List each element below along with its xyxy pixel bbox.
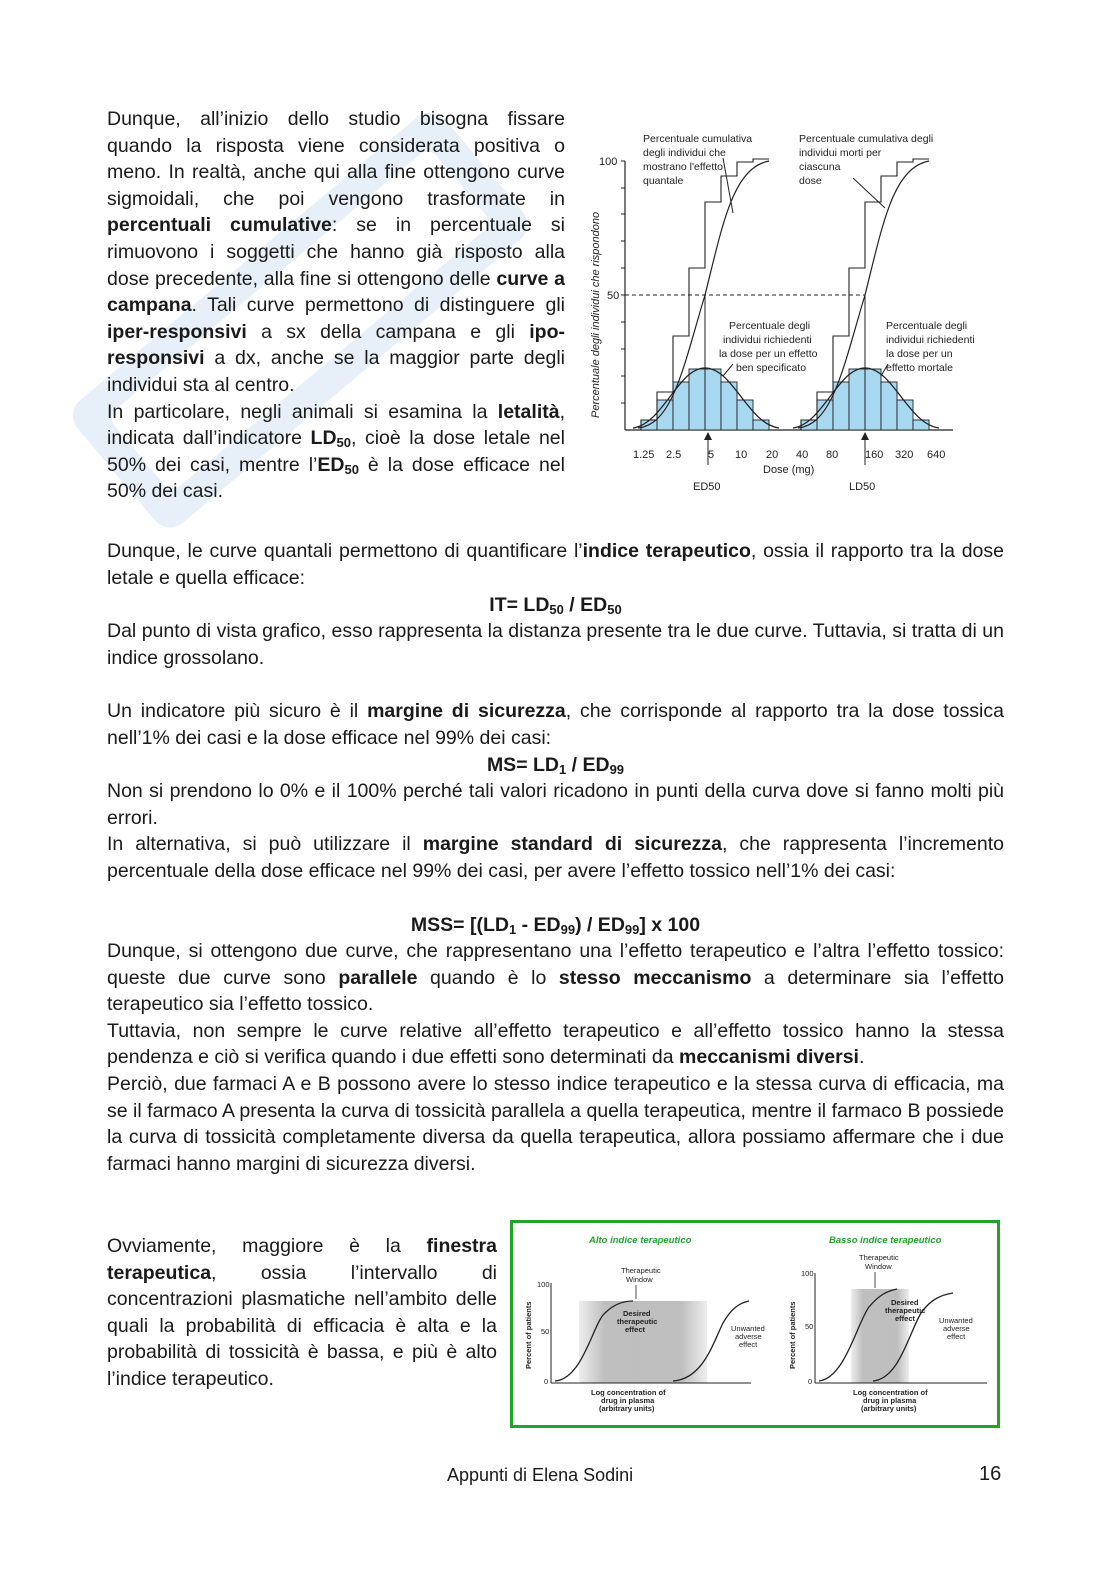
panel-right-unwanted-3: effect [947,1332,966,1341]
panel-right-desired-2: therapeutic [885,1306,926,1315]
figure1-xtick-9: 320 [895,449,914,461]
therapeutic-window-svg [513,1223,997,1425]
paragraph-therapeutic-window: Ovviamente, maggiore è la finestra terapeutica, ossia l’intervallo di concentrazioni plasmatiche nell’ambito delle quali la probabilità di efficacia è alta e la probabilità di tossicità è bassa, e più è alto l’indice terapeutico. [107,1235,497,1390]
footer-author: Appunti di Elena Sodini [447,1465,634,1485]
panel-left-window-label-2: Window [626,1275,653,1284]
annotation-bell-left-1: Percentuale degli [729,320,811,332]
therapeutic-window-figure [510,1220,1000,1428]
formula-mss: $MSS= [(LD_1 - ED_{99}) / ED_{99}]$ x 100 [410,914,701,937]
panel-right-xlabel-1: Log concentration of [853,1388,928,1397]
page-number: 16 [979,1463,1002,1485]
paragraph-graphic-distance: Dal punto di vista grafico, esso rappresenta la distanza presente tra le due curve. Tuttavia, si tratta di un indice grossolano. [107,620,1004,669]
panel-right-unwanted-1: Unwanted [939,1316,973,1325]
annotation-bell-right-1: Percentuale degli [886,320,968,332]
panel-left-desired-3: effect [625,1325,646,1334]
annotation-cumulative-right-3: ciascuna [799,161,841,173]
panel-left-ylabel: Percent of patients [524,1301,533,1369]
panel-right-ytick-100: 100 [801,1269,814,1278]
paragraph-parallel-curves: Dunque, si ottengono due curve, che rappresentano una l’effetto terapeutico e l’altra l’effetto tossico: queste due curve sono parallele quando è lo stesso meccanismo a determinare sia l’effetto terapeutico sia l’effetto tossico. Tuttavia, non sempre le curve relative all’effetto terapeutico e all’effetto tossico hanno la stessa pendenza e ciò si verifica quando i due effetti sono determinati da meccanismi diversi. Perciò, due farmaci A e B possono avere lo stesso indice terapeutico e la stessa curva di efficacia, ma se il farmaco A presenta la curva di tossicità parallela a quella terapeutica, mentre il farmaco B possiede la curva di tossicità completamente diversa da quella terapeutica, allora possiamo affermare che i due farmaci hanno margini di sicurezza diversi. [107,940,1004,1175]
panel-right-window-label-2: Window [865,1262,892,1271]
formula-it: $IT= LD_{50} / ED_{50}$ [489,594,622,617]
figure1-xtick-7: 80 [826,449,839,461]
annotation-cumulative-right-4: dose [799,175,822,187]
figure1-xlabel: Dose (mg) [763,464,815,476]
panel-left-xlabel-3: (arbitrary units) [599,1404,655,1413]
annotation-cumulative-left-2: degli individui che [643,147,726,159]
panel-right-desired-1: Desired [891,1298,919,1307]
figure1-xtick-4: 10 [735,449,748,461]
paragraph-therapeutic-index: Dunque, le curve quantali permettono di quantificare l’indice terapeutico, ossia il rapporto tra la dose letale e quella efficace: [107,540,1004,589]
quantal-dose-response-figure [583,128,1003,510]
annotation-cumulative-left-1: Percentuale cumulativa [643,133,753,145]
figure1-xtick-5: 20 [766,449,779,461]
panel-left-ytick-100: 100 [537,1280,550,1289]
figure1-xtick-8: 160 [865,449,884,461]
annotation-bell-right-4: effetto mortale [886,362,953,374]
marker-ed50: ED50 [693,481,721,493]
annotation-bell-left-2: individui richiedenti [723,334,812,346]
annotation-cumulative-left-4: quantale [643,175,684,187]
figure1-xtick-6: 40 [796,449,809,461]
annotation-bell-right-2: individui richiedenti [886,334,975,346]
panel-right-title: Basso indice terapeutico [829,1235,942,1246]
panel-left-window-label-1: Therapeutic [621,1266,661,1275]
figure1-ytick-100: 100 [599,156,618,168]
annotation-bell-left-3: la dose per un effetto [719,348,818,360]
paragraph-quantal-curves: Dunque, all’inizio dello studio bisogna fissare quando la risposta viene considerata positiva o meno. In realtà, anche qui alla fine ottengono curve sigmoidali, che poi vengono trasformate in percentuali cumulative: se in percentuale si rimuovono i soggetti che hanno già risposto alla dose precedente, alla fine si ottengono delle curve a campana. Tali curve permettono di distinguere gli iper-responsivi a sx della campana e gli ipo-responsivi a dx, anche se la maggior parte degli individui sta al centro. In particolare, negli animali si esamina la letalità, indicata dall’indicatore $LD_{50}$, cioè la dose letale nel 50% dei casi, mentre $l’ED_{50}$ è la dose efficace nel 50% dei casi. [107,108,565,503]
panel-left-xlabel-1: Log concentration of [591,1388,666,1397]
figure1-xtick-1: 1.25 [633,449,655,461]
panel-left-unwanted-2: adverse [735,1332,762,1341]
annotation-bell-right-3: la dose per un [886,348,953,360]
figure1-xtick-10: 640 [927,449,946,461]
panel-right-ylabel: Percent of patients [788,1301,797,1369]
panel-left-desired-1: Desired [623,1309,651,1318]
panel-left-desired-2: therapeutic [617,1317,658,1326]
panel-left-ytick-0: 0 [544,1377,549,1386]
panel-right-window-label-1: Therapeutic [859,1253,899,1262]
panel-left-ytick-50: 50 [541,1327,550,1336]
panel-left-unwanted-3: effect [739,1340,758,1349]
panel-right-desired-3: effect [895,1314,916,1323]
panel-left-title: Alto indice terapeutico [589,1235,692,1246]
panel-right-xlabel-2: drug in plasma [863,1396,917,1405]
annotation-cumulative-right-2: individui morti per [799,147,882,159]
panel-right-ytick-50: 50 [805,1322,814,1331]
figure1-ytick-50: 50 [607,290,620,302]
panel-left-unwanted-1: Unwanted [731,1324,765,1333]
figure1-xtick-2: 2.5 [666,449,682,461]
figure1-xtick-3: 5 [708,449,715,461]
panel-right-xlabel-3: (arbitrary units) [861,1404,917,1413]
formula-ms: $MS= LD_1 / ED_{99}$ [486,754,625,777]
paragraph-safety-margin: Un indicatore più sicuro è il margine di sicurezza, che corrisponde al rapporto tra la dose tossica nell’1% dei casi e la dose efficace nel 99% dei casi: [107,700,1004,749]
figure1-ylabel: Percentuale degli individui che rispondono [590,211,602,418]
panel-right-ytick-0: 0 [808,1377,813,1386]
annotation-cumulative-left-3: mostrano l'effetto [643,161,724,173]
marker-ld50: LD50 [849,481,876,493]
paragraph-standard-safety-margin: Non si prendono lo 0% e il 100% perché tali valori ricadono in punti della curva dove si fanno molti più errori. In alternativa, si può utilizzare il margine standard di sicurezza, che rappresenta l’incremento percentuale della dose efficace nel 99% dei casi, per avere l’effetto tossico nell’1% dei casi: [107,780,1004,882]
annotation-cumulative-right-1: Percentuale cumulativa degli [799,133,934,145]
panel-left-xlabel-2: drug in plasma [601,1396,655,1405]
annotation-bell-left-4: ben specificato [736,362,807,374]
panel-right-unwanted-2: adverse [943,1324,970,1333]
